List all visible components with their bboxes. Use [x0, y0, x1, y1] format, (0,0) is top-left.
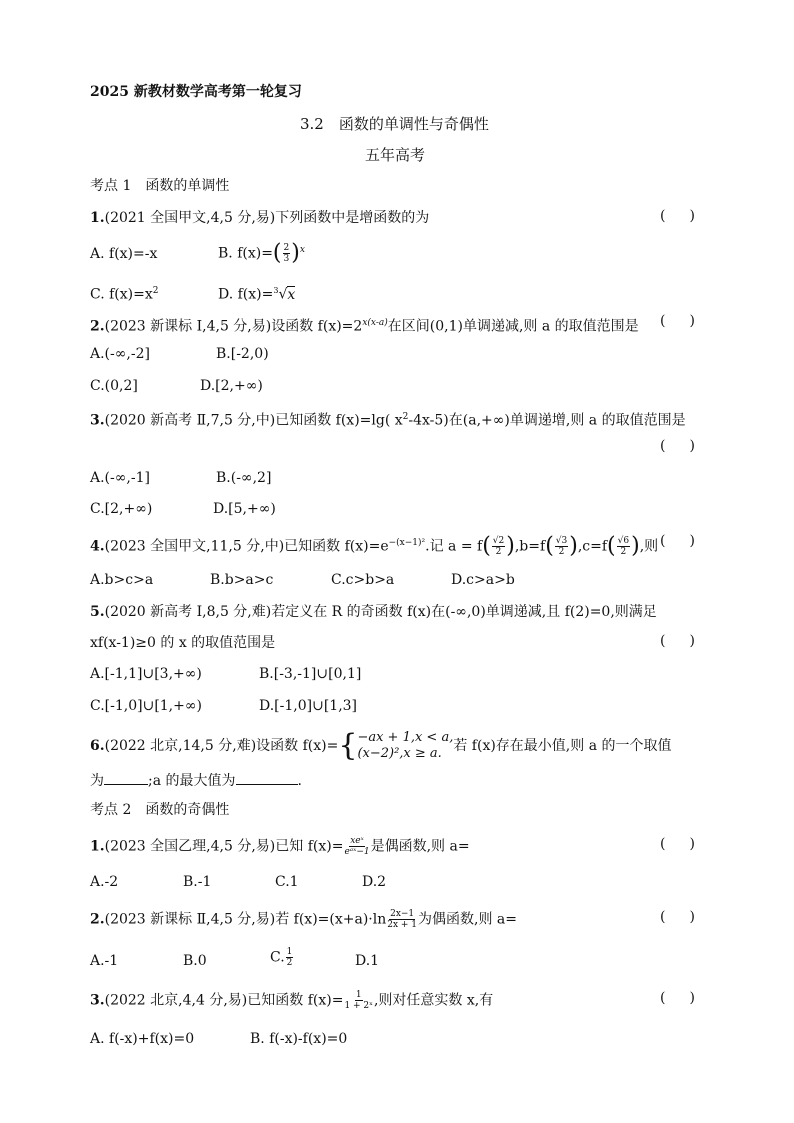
t2-q2-answer-paren: ( ): [660, 909, 695, 925]
t2-q2-option-c: C. $\frac{1}{2}$: [270, 947, 293, 968]
t1-q1-option-a: A. f(x)=-x: [90, 246, 158, 262]
t2-q2-option-b: B.0: [183, 953, 207, 969]
t2-q1-option-b: B.-1: [183, 874, 212, 890]
t2-q3-stem: 3.(2022 北京,4,4 分,易)已知函数 f(x)= $\frac{1}{\text{1 + 2ˣ}}$ ,则对任意实数 x,有: [90, 990, 494, 1011]
t1-q4-option-b: B.b>a>c: [210, 572, 274, 588]
topic2-heading: 考点 2 函数的奇偶性: [90, 802, 230, 818]
t2-q1-option-a: A.-2: [90, 874, 119, 890]
t2-q1-option-c: C.1: [275, 874, 299, 890]
t1-q1-stem: 1.(2021 全国甲文,4,5 分,易)下列函数中是增函数的为: [90, 210, 430, 226]
t1-q4-stem: 4.(2023 全国甲文,11,5 分,中)已知函数 $f(x)=e^{-(x-1)^2}$.记 a = f( $\frac{√2}{2}$ ),b=f( $\frac{√3}{2}$ ),c=f( $\frac{√6}{2}$ ),则: [90, 533, 659, 559]
topic1-heading: 考点 1 函数的单调性: [90, 178, 230, 194]
t2-q2-option-a: A.-1: [90, 953, 119, 969]
t1-q5-option-a: A.[-1,1]∪[3,+∞): [90, 666, 202, 682]
t1-q1-option-d: D. f(x)=$^3$√x: [218, 286, 296, 303]
t1-q3-option-a: A.(-∞,-1]: [90, 470, 150, 486]
t1-q5-stem-line2: xf(x-1)≥0 的 x 的取值范围是: [90, 635, 276, 651]
t1-q5-option-b: B.[-3,-1]∪[0,1]: [259, 666, 362, 682]
section-subtitle: 五年高考: [365, 146, 426, 164]
answer-blank-1: [104, 770, 148, 785]
t1-q3-option-b: B.(-∞,2]: [216, 470, 272, 486]
t2-q2-stem: 2.(2023 新课标 Ⅱ,4,5 分,易)若 f(x)=(x+a)·ln $\frac{2x-1}{2x + 1}$ 为偶函数,则 a=: [90, 909, 518, 930]
t1-q3-stem: 3.(2020 新高考 Ⅱ,7,5 分,中)已知函数 f(x)=lg( $x^2-4x-5$)在(a,+∞)单调递增,则 a 的取值范围是: [90, 412, 686, 429]
t1-q2-option-d: D.[2,+∞): [200, 378, 263, 394]
t1-q3-answer-paren: ( ): [660, 438, 695, 454]
t1-q2-answer-paren: ( ): [660, 313, 695, 329]
t2-q1-option-d: D.2: [362, 874, 387, 890]
t1-q5-stem-line1: 5.(2020 新高考 Ⅰ,8,5 分,难)若定义在 R 的奇函数 f(x)在(-∞,0)单调递减,且 f(2)=0,则满足: [90, 604, 657, 620]
t1-q4-option-c: C.c>b>a: [331, 572, 395, 588]
t1-q4-answer-paren: ( ): [660, 533, 695, 549]
t1-q4-option-d: D.c>a>b: [451, 572, 515, 588]
t2-q3-option-b: B. f(-x)-f(x)=0: [250, 1031, 348, 1047]
t1-q1-option-c: C. $f(x)=x^2$: [90, 286, 159, 303]
t1-q3-option-d: D.[5,+∞): [213, 501, 276, 517]
t1-q6-stem-line2: 为 ;a 的最大值为 .: [90, 770, 302, 791]
section-title: 3.2 函数的单调性与奇偶性: [300, 115, 489, 133]
t1-q5-option-c: C.[-1,0]∪[1,+∞): [90, 698, 202, 714]
t2-q1-stem: 1.(2023 全国乙理,4,5 分,易)已知 f(x)= $\frac{\text{xeˣ}}{\text{eᵃˣ−1}}$ 是偶函数,则 a=: [90, 836, 470, 857]
course-title: 2025 新教材数学高考第一轮复习: [90, 84, 302, 100]
t2-q1-answer-paren: ( ): [660, 836, 695, 852]
t1-q6-stem: 6.(2022 北京,14,5 分,难)设函数 f(x)={ −ax + 1,x < a, (x−2)²,x ≥ a. 若 f(x)存在最小值,则 a 的一个取值: [90, 728, 672, 763]
t1-q4-option-a: A.b>c>a: [90, 572, 154, 588]
t1-q1-answer-paren: ( ): [660, 208, 695, 224]
t2-q3-option-a: A. f(-x)+f(x)=0: [90, 1031, 195, 1047]
t2-q2-option-d: D.1: [355, 953, 380, 969]
t1-q2-option-a: A.(-∞,-2]: [90, 346, 150, 362]
t1-q2-option-c: C.(0,2]: [90, 378, 138, 394]
t1-q2-stem: 2.(2023 新课标 Ⅰ,4,5 分,易)设函数 $f(x)=2^{x(x-a)}$在区间(0,1)单调递减,则 a 的取值范围是: [90, 318, 639, 335]
t1-q3-option-c: C.[2,+∞): [90, 501, 153, 517]
answer-blank-2: [236, 770, 298, 785]
t1-q5-option-d: D.[-1,0]∪[1,3]: [259, 698, 358, 714]
t2-q3-answer-paren: ( ): [660, 990, 695, 1006]
t1-q1-option-b: B. f(x)=( $\frac{2}{3}$ )$^x$: [218, 240, 305, 266]
t1-q5-answer-paren: ( ): [660, 633, 695, 649]
t1-q2-option-b: B.[-2,0): [216, 346, 269, 362]
